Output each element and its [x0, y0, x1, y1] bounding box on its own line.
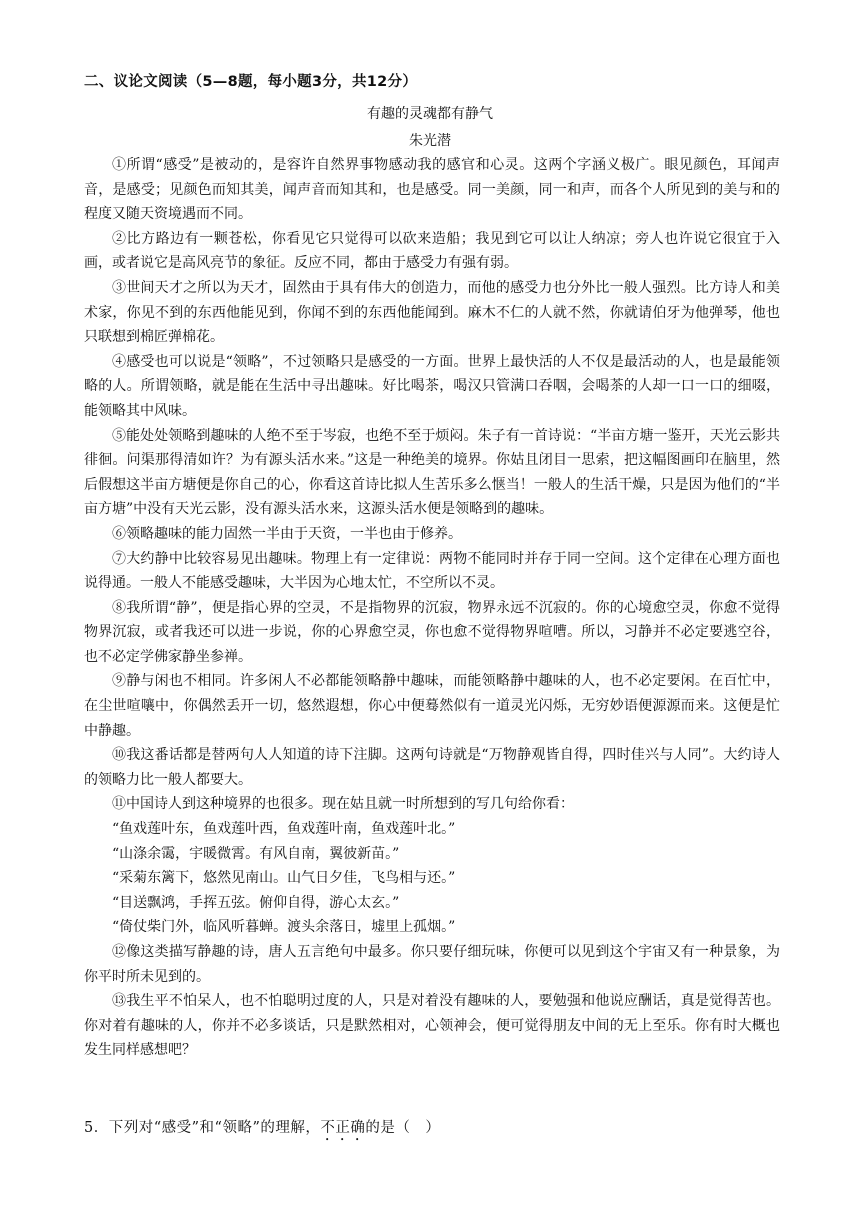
paragraph-12: ⑫像这类描写静趣的诗，唐人五言绝句中最多。你只要仔细玩味，你便可以见到这个宇宙又有一种景象，为你平时所未见到的。: [84, 944, 780, 985]
paragraph-8: ⑧我所谓“静”，便是指心界的空灵，不是指物界的沉寂，物界永远不沉寂的。你的心境愈空灵，你愈不觉得物界沉寂，或者我还可以进一步说，你的心界愈空灵，你也愈不觉得物界喧嘈。所以，习静并不必定要逃空谷，也不必定学佛家静坐参禅。: [84, 599, 780, 665]
article-author: 朱光潜: [409, 133, 451, 149]
section-heading: 二、议论文阅读（5—8题，每小题3分，共12分）: [84, 74, 418, 90]
poem-quote-5: “倚仗柴门外，临风听暮蝉。渡头余落日，墟里上孤烟。”: [112, 919, 456, 936]
question-suffix: 的是（ ）: [365, 1120, 441, 1136]
paragraph-10: ⑩我这番话都是替两句人人知道的诗下注脚。这两句诗就是“万物静观皆自得，四时佳兴与人同”。大约诗人的领略力比一般人都要大。: [84, 747, 780, 788]
poem-quote-2: “山涤余霭，宇暖微霄。有风自南，翼彼新苗。”: [112, 845, 400, 862]
paragraph-5: ⑤能处处领略到趣味的人绝不至于岑寂，也绝不至于烦闷。朱子有一首诗说：“半亩方塘一鉴开，天光云影共徘徊。问渠那得清如许？为有源头活水来。”这是一种绝美的境界。你姑且闭目一思索，把这幅图画印在脑里，然后假想这半亩方塘便是你自己的心，你看这首诗比拟人生苦乐多么惬当！一般人的生活干燥，只是因为他们的“半亩方塘”中没有天光云影，没有源头活水来，这源头活水便是领略到的趣味。: [84, 427, 780, 518]
paragraph-9: ⑨静与闲也不相同。许多闲人不必都能领略静中趣味，而能领略静中趣味的人，也不必定要闲。在百忙中，在尘世喧嚷中，你偶然丢开一切，悠然遐想，你心中便蓦然似有一道灵光闪烁，无穷妙语便源源而来。这便是忙中静趣。: [84, 673, 780, 739]
question-emphasis: 不正确: [320, 1120, 366, 1136]
paragraph-1: ①所谓“感受”是被动的，是容许自然界事物感动我的感官和心灵。这两个字涵义极广。眼见颜色，耳闻声音，是感受；见颜色而知其美，闻声音而知其和，也是感受。同一美颜，同一和声，而各个人所见到的美与和的程度又随天资境遇而不同。: [84, 157, 780, 223]
article-title: 有趣的灵魂都有静气: [367, 106, 493, 122]
poem-quote-3: “采菊东篱下，悠然见南山。山气日夕佳，飞鸟相与还。”: [112, 870, 456, 887]
paragraph-4: ④感受也可以说是“领略”，不过领略只是感受的一方面。世界上最快活的人不仅是最活动的人，也是最能领略的人。所谓领略，就是能在生活中寻出趣味。好比喝茶，喝汉只管满口吞咽，会喝茶的人却一口一口的细啜，能领略其中风味。: [84, 353, 780, 419]
poem-quote-4: “目送飘鸿，手挥五弦。俯仰自得，游心太玄。”: [112, 894, 400, 911]
article-body: [84, 153, 780, 1063]
paragraph-7: ⑦大约静中比较容易见出趣味。物理上有一定律说：两物不能同时并存于同一空间。这个定律在心理方面也说得通。一般人不能感受趣味，大半因为心地太忙，不空所以不灵。: [84, 550, 780, 592]
paragraph-3: ③世间天才之所以为天才，固然由于具有伟大的创造力，而他的感受力也分外比一般人强烈。比方诗人和美术家，你见不到的东西他能见到，你闻不到的东西他能闻到。麻木不仁的人就不然，你就请伯牙为他弹琴，他也只联想到棉匠弹棉花。: [84, 279, 780, 346]
poem-quote-1: “鱼戏莲叶东，鱼戏莲叶西，鱼戏莲叶南，鱼戏莲叶北。”: [112, 821, 456, 838]
paragraph-13: ⑬我生平不怕呆人，也不怕聪明过度的人，只是对着没有趣味的人，要勉强和他说应酬话，真是觉得苦也。你对着有趣味的人，你并不必多谈话，只是默然相对，心领神会，便可觉得朋友中间的无上至乐。你有时大概也发生同样感想吧？: [84, 993, 780, 1059]
paragraph-11: ⑪中国诗人到这种境界的也很多。现在姑且就一时所想到的写几句给你看：: [112, 796, 574, 813]
paragraph-2: ②比方路边有一颗苍松，你看见它只觉得可以砍来造船；我见到它可以让人纳凉；旁人也许说它很宜于入画，或者说它是高风亮节的象征。反应不同，都由于感受力有强有弱。: [84, 230, 780, 272]
question-5: [84, 1116, 440, 1144]
paragraph-6: ⑥领略趣味的能力固然一半由于天资，一半也由于修养。: [112, 525, 462, 542]
question-prefix: 5．下列对“感受”和“领略”的理解，: [84, 1120, 321, 1136]
